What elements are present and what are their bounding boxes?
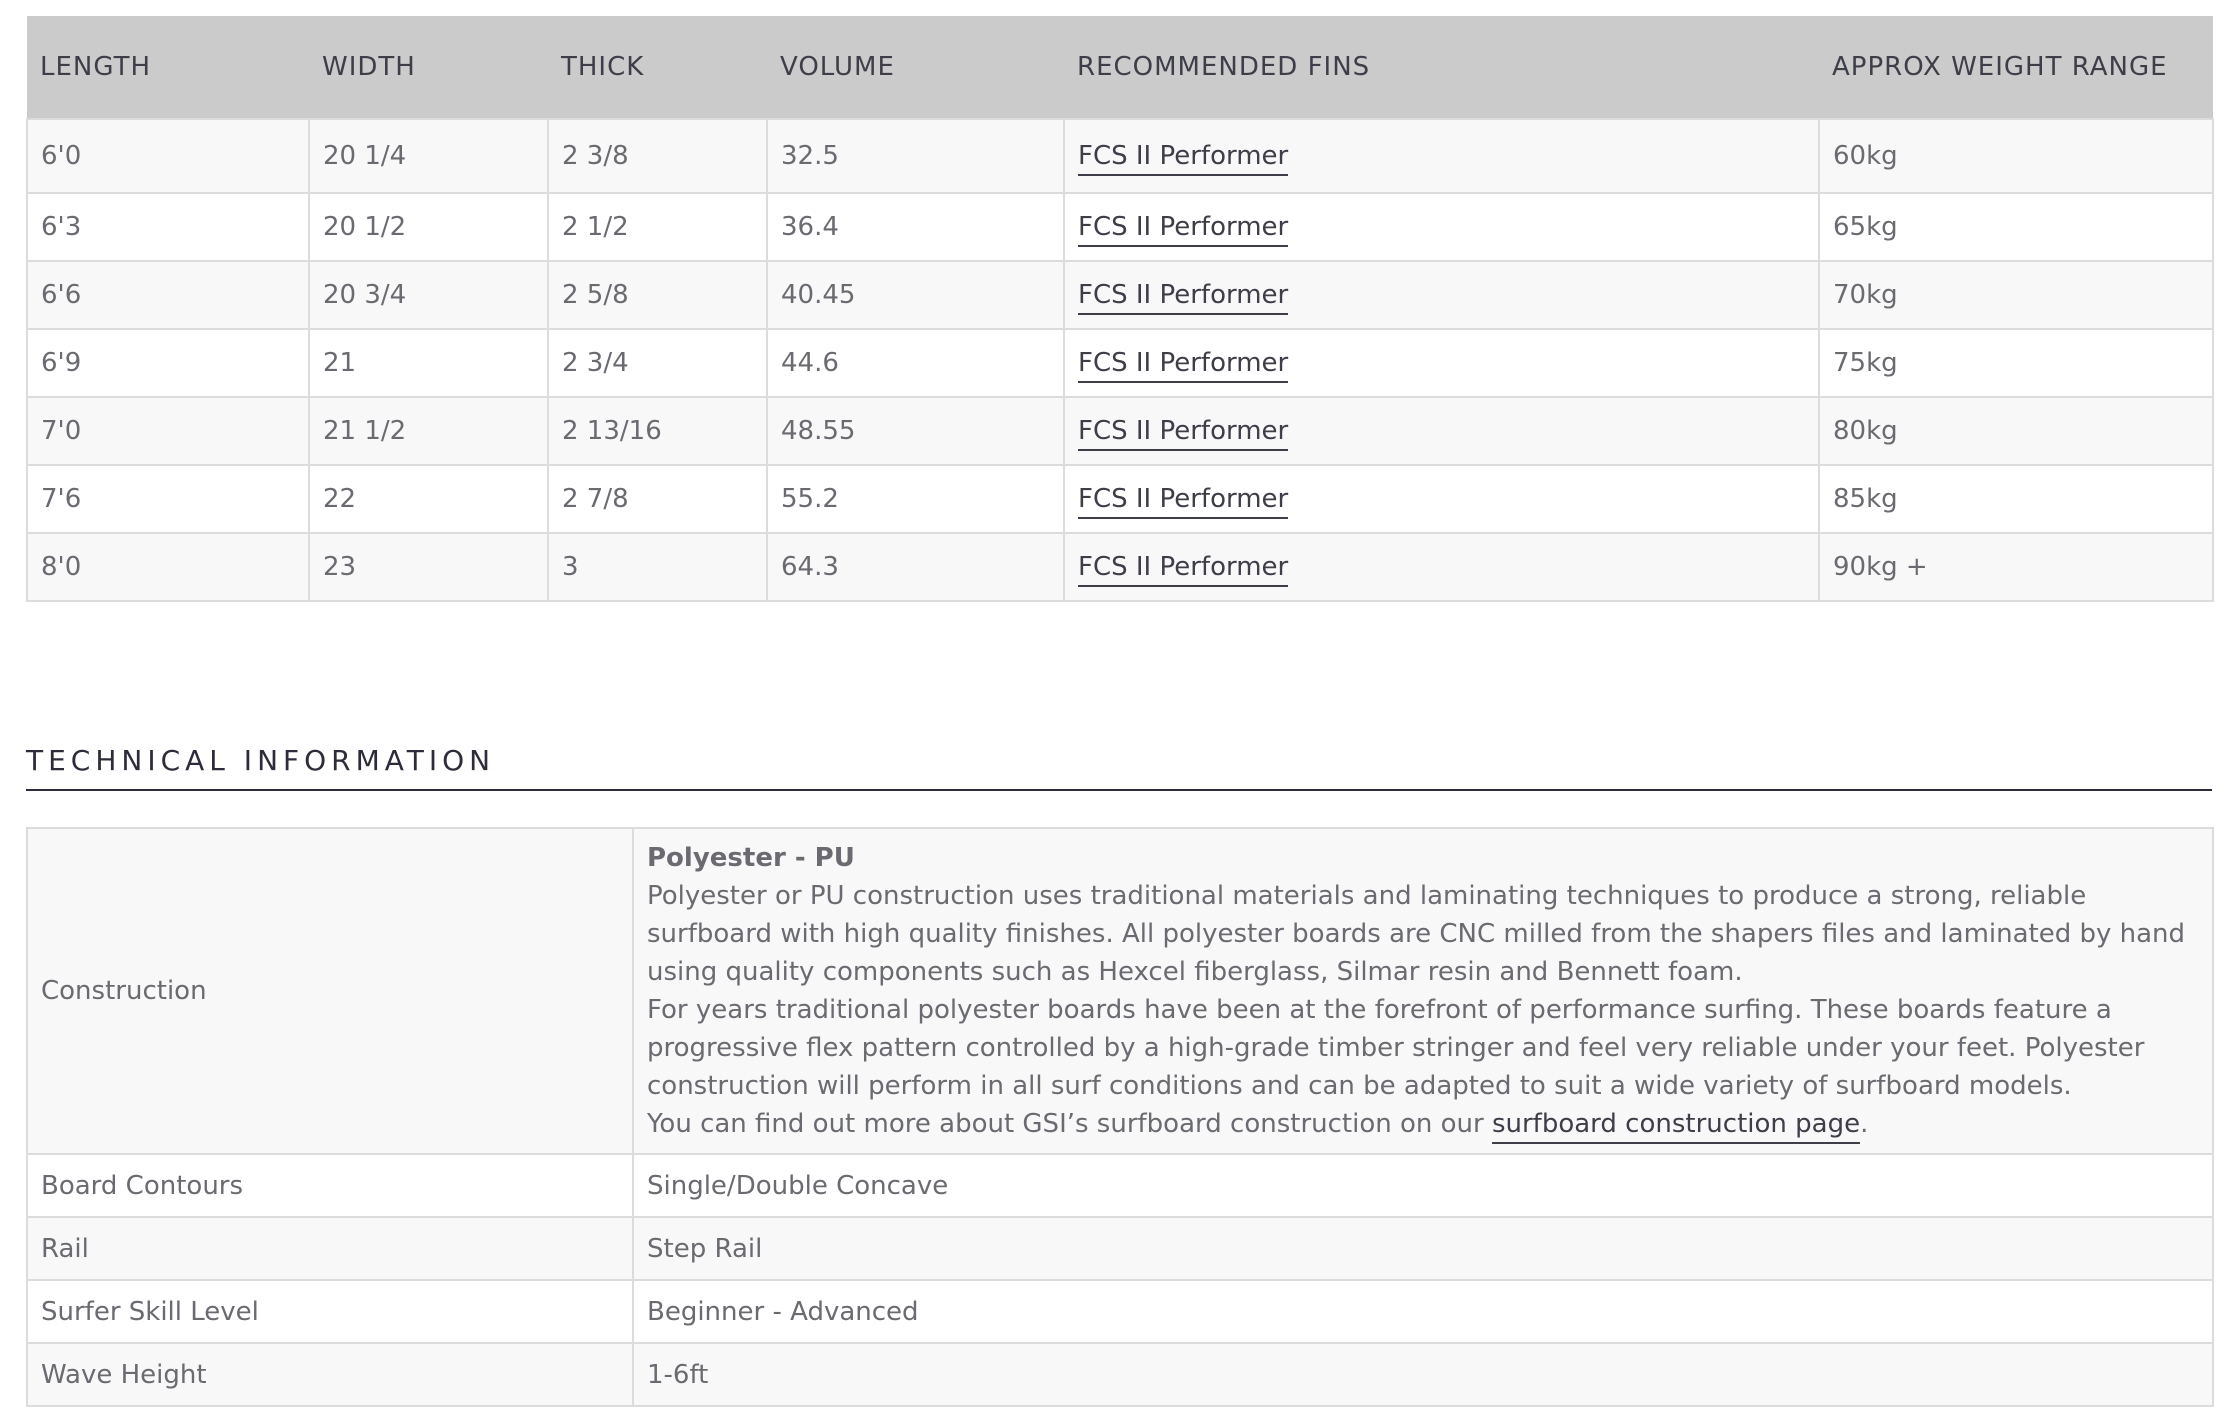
cell-width: 20 1/2 <box>309 193 548 261</box>
header-volume: VOLUME <box>767 16 1064 119</box>
cell-fins <box>1064 465 1819 533</box>
cell-length: 6'0 <box>27 119 309 193</box>
construction-paragraph-3-text: You can find out more about GSI’s surfboard construction on our <box>647 1109 1492 1139</box>
table-row <box>27 465 2213 533</box>
cell-thick: 3 <box>548 533 767 601</box>
cell-weight: 75kg <box>1819 329 2213 397</box>
tech-row-wave-height <box>27 1343 2213 1406</box>
cell-length: 7'0 <box>27 397 309 465</box>
cell-weight: 90kg + <box>1819 533 2213 601</box>
surfboard-construction-link[interactable]: surfboard construction page <box>1492 1109 1860 1144</box>
table-row <box>27 261 2213 329</box>
fins-link[interactable]: FCS II Performer <box>1078 484 1288 519</box>
tech-value: Beginner - Advanced <box>633 1280 2213 1343</box>
cell-fins <box>1064 193 1819 261</box>
fins-link[interactable]: FCS II Performer <box>1078 141 1288 176</box>
tech-label: Rail <box>27 1217 633 1280</box>
header-width: WIDTH <box>309 16 548 119</box>
cell-weight: 80kg <box>1819 397 2213 465</box>
cell-thick: 2 13/16 <box>548 397 767 465</box>
tech-value: 1-6ft <box>633 1343 2213 1406</box>
cell-length: 7'6 <box>27 465 309 533</box>
page-content <box>26 16 2212 1390</box>
cell-width: 22 <box>309 465 548 533</box>
tech-label: Wave Height <box>27 1343 633 1406</box>
cell-weight: 60kg <box>1819 119 2213 193</box>
cell-volume: 55.2 <box>767 465 1064 533</box>
tech-row-board-contours <box>27 1154 2213 1217</box>
tech-row-skill-level <box>27 1280 2213 1343</box>
construction-description <box>633 828 2213 1154</box>
tech-label: Surfer Skill Level <box>27 1280 633 1343</box>
cell-weight: 70kg <box>1819 261 2213 329</box>
fins-link[interactable]: FCS II Performer <box>1078 212 1288 247</box>
cell-thick: 2 3/4 <box>548 329 767 397</box>
construction-paragraph-3-end: . <box>1860 1109 1869 1139</box>
cell-thick: 2 5/8 <box>548 261 767 329</box>
cell-volume: 40.45 <box>767 261 1064 329</box>
cell-volume: 48.55 <box>767 397 1064 465</box>
tech-label: Board Contours <box>27 1154 633 1217</box>
construction-paragraph-3 <box>647 1105 2192 1143</box>
cell-length: 8'0 <box>27 533 309 601</box>
table-row <box>27 119 2213 193</box>
cell-width: 20 1/4 <box>309 119 548 193</box>
header-weight-range: APPROX WEIGHT RANGE <box>1819 16 2213 119</box>
fins-link[interactable]: FCS II Performer <box>1078 280 1288 315</box>
header-recommended-fins: RECOMMENDED FINS <box>1064 16 1819 119</box>
fins-link[interactable]: FCS II Performer <box>1078 348 1288 383</box>
fins-link[interactable]: FCS II Performer <box>1078 552 1288 587</box>
cell-fins <box>1064 329 1819 397</box>
construction-paragraph-2: For years traditional polyester boards have been at the forefront of performance surfing. These boards feature a progressive flex pattern controlled by a high-grade timber stringer and feel very reliable under your feet. Polyester construction will perform in all surf conditions and can be adapted to suit a wide variety of surfboard models. <box>647 995 2145 1101</box>
cell-thick: 2 3/8 <box>548 119 767 193</box>
cell-volume: 44.6 <box>767 329 1064 397</box>
cell-width: 21 <box>309 329 548 397</box>
cell-thick: 2 7/8 <box>548 465 767 533</box>
cell-length: 6'9 <box>27 329 309 397</box>
tech-row-rail <box>27 1217 2213 1280</box>
table-row <box>27 193 2213 261</box>
cell-volume: 64.3 <box>767 533 1064 601</box>
cell-volume: 32.5 <box>767 119 1064 193</box>
table-row <box>27 533 2213 601</box>
cell-width: 20 3/4 <box>309 261 548 329</box>
header-length: LENGTH <box>27 16 309 119</box>
tech-row-construction <box>27 828 2213 1154</box>
table-row <box>27 329 2213 397</box>
cell-fins <box>1064 119 1819 193</box>
board-size-table <box>26 16 2214 602</box>
cell-weight: 85kg <box>1819 465 2213 533</box>
cell-length: 6'3 <box>27 193 309 261</box>
cell-fins <box>1064 397 1819 465</box>
construction-paragraph-1: Polyester or PU construction uses traditional materials and laminating techniques to produce a strong, reliable surfboard with high quality finishes. All polyester boards are CNC milled from the shapers files and laminated by hand using quality components such as Hexcel fiberglass, Silmar resin and Bennett foam. <box>647 881 2186 987</box>
construction-type-heading: Polyester - PU <box>647 843 855 873</box>
cell-volume: 36.4 <box>767 193 1064 261</box>
cell-weight: 65kg <box>1819 193 2213 261</box>
technical-information-table <box>26 827 2214 1407</box>
tech-value: Step Rail <box>633 1217 2213 1280</box>
table-header-row <box>27 16 2213 119</box>
cell-thick: 2 1/2 <box>548 193 767 261</box>
technical-information-heading: TECHNICAL INFORMATION <box>26 744 2212 791</box>
tech-label-construction: Construction <box>27 828 633 1154</box>
fins-link[interactable]: FCS II Performer <box>1078 416 1288 451</box>
header-thick: THICK <box>548 16 767 119</box>
table-row <box>27 397 2213 465</box>
tech-value: Single/Double Concave <box>633 1154 2213 1217</box>
cell-fins <box>1064 261 1819 329</box>
cell-width: 21 1/2 <box>309 397 548 465</box>
cell-width: 23 <box>309 533 548 601</box>
cell-fins <box>1064 533 1819 601</box>
cell-length: 6'6 <box>27 261 309 329</box>
